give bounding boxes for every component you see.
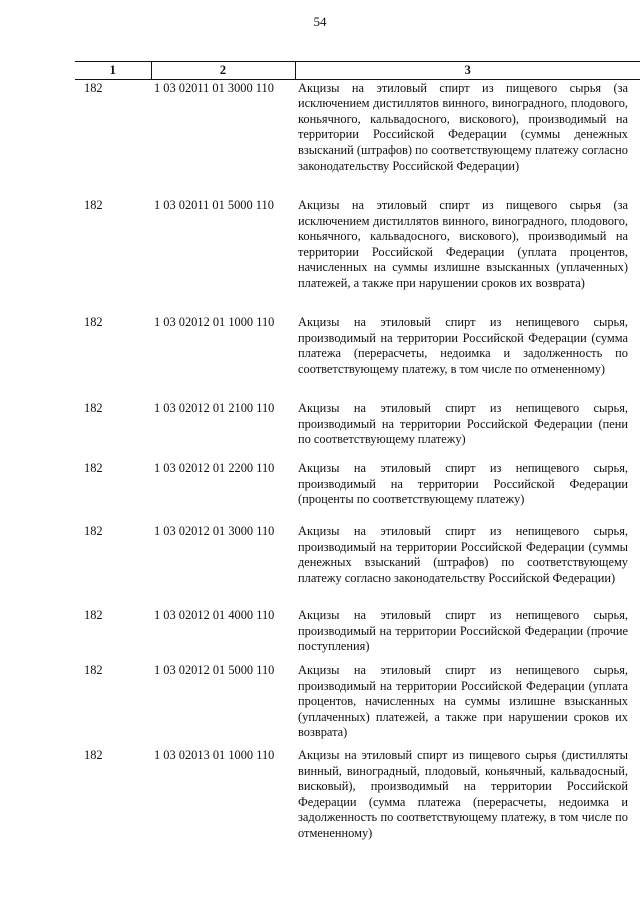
income-description: Акцизы на этиловый спирт из пищевого сырья (дистилляты винный, виноградный, плодовый, коньячный, кальвадосный, висковый), производимый на территории Российской Федерации (сумма платежа (перерасчеты, недоимка и задолженность по соответствующему платежу, в том числе по отмененному) [298, 748, 628, 841]
admin-code: 182 [84, 663, 103, 678]
table-row [75, 747, 640, 842]
budget-code: 1 03 02012 01 2100 110 [154, 401, 275, 416]
table-row [75, 400, 640, 460]
admin-code: 182 [84, 401, 103, 416]
header-row [75, 62, 640, 80]
income-description: Акцизы на этиловый спирт из непищевого сырья, производимый на территории Российской Федерации (сумма платежа (перерасчеты, недоимка и задолженность по соответствующему платежу, в том числе по отмененному) [298, 315, 628, 376]
table-row [75, 460, 640, 523]
admin-code: 182 [84, 315, 103, 330]
budget-code: 1 03 02011 01 5000 110 [154, 198, 274, 213]
page-number: 54 [313, 14, 327, 29]
income-description: Акцизы на этиловый спирт из непищевого сырья, производимый на территории Российской Федерации (прочие поступления) [298, 608, 628, 654]
budget-code: 1 03 02012 01 2200 110 [154, 461, 275, 476]
budget-code: 1 03 02012 01 4000 110 [154, 608, 275, 623]
admin-code: 182 [84, 748, 103, 763]
table-row [75, 523, 640, 607]
table-row [75, 607, 640, 662]
table-body [75, 79, 640, 842]
budget-code: 1 03 02012 01 3000 110 [154, 524, 275, 539]
admin-code: 182 [84, 608, 103, 623]
budget-code: 1 03 02012 01 1000 110 [154, 315, 275, 330]
budget-classification-table [75, 61, 640, 842]
budget-code: 1 03 02012 01 5000 110 [154, 663, 275, 678]
income-description: Акцизы на этиловый спирт из пищевого сырья (за исключением дистиллятов винного, виноградного, плодового, коньячного, кальвадосного, вискового), производимый на территории Российской Федерации (уплата процентов, начисленных на суммы излишне взысканных (уплаченных) платежей, а также при нарушении сроков их возврата) [298, 198, 628, 291]
income-description: Акцизы на этиловый спирт из непищевого сырья, производимый на территории Российской Федерации (пени по соответствующему платежу) [298, 401, 628, 447]
table-row [75, 314, 640, 400]
admin-code: 182 [84, 524, 103, 539]
income-description: Акцизы на этиловый спирт из пищевого сырья (за исключением дистиллятов винного, виноградного, плодового, коньячного, кальвадосного, вискового), производимый на территории Российской Федерации (суммы денежных взысканий (штрафов) по соответствующему платежу согласно законодательству Российской Федерации) [298, 80, 628, 173]
table-row [75, 197, 640, 314]
header-col-2: 2 [151, 62, 295, 80]
income-description: Акцизы на этиловый спирт из непищевого сырья, производимый на территории Российской Федерации (уплата процентов, начисленных на суммы излишне взысканных (уплаченных) платежей, а также при нарушении сроков их возврата) [298, 663, 628, 740]
table-row [75, 79, 640, 197]
budget-code: 1 03 02013 01 1000 110 [154, 748, 275, 763]
admin-code: 182 [84, 198, 103, 213]
income-description: Акцизы на этиловый спирт из непищевого сырья, производимый на территории Российской Федерации (проценты по соответствующему платежу) [298, 461, 628, 507]
table-row [75, 662, 640, 747]
income-description: Акцизы на этиловый спирт из непищевого сырья, производимый на территории Российской Федерации (суммы денежных взысканий (штрафов) по соответствующему платежу согласно законодательству Российской Федерации) [298, 524, 628, 585]
admin-code: 182 [84, 80, 103, 95]
header-col-1: 1 [75, 62, 151, 80]
header-col-3: 3 [295, 62, 640, 80]
table-header [75, 62, 640, 80]
admin-code: 182 [84, 461, 103, 476]
budget-code: 1 03 02011 01 3000 110 [154, 80, 274, 95]
